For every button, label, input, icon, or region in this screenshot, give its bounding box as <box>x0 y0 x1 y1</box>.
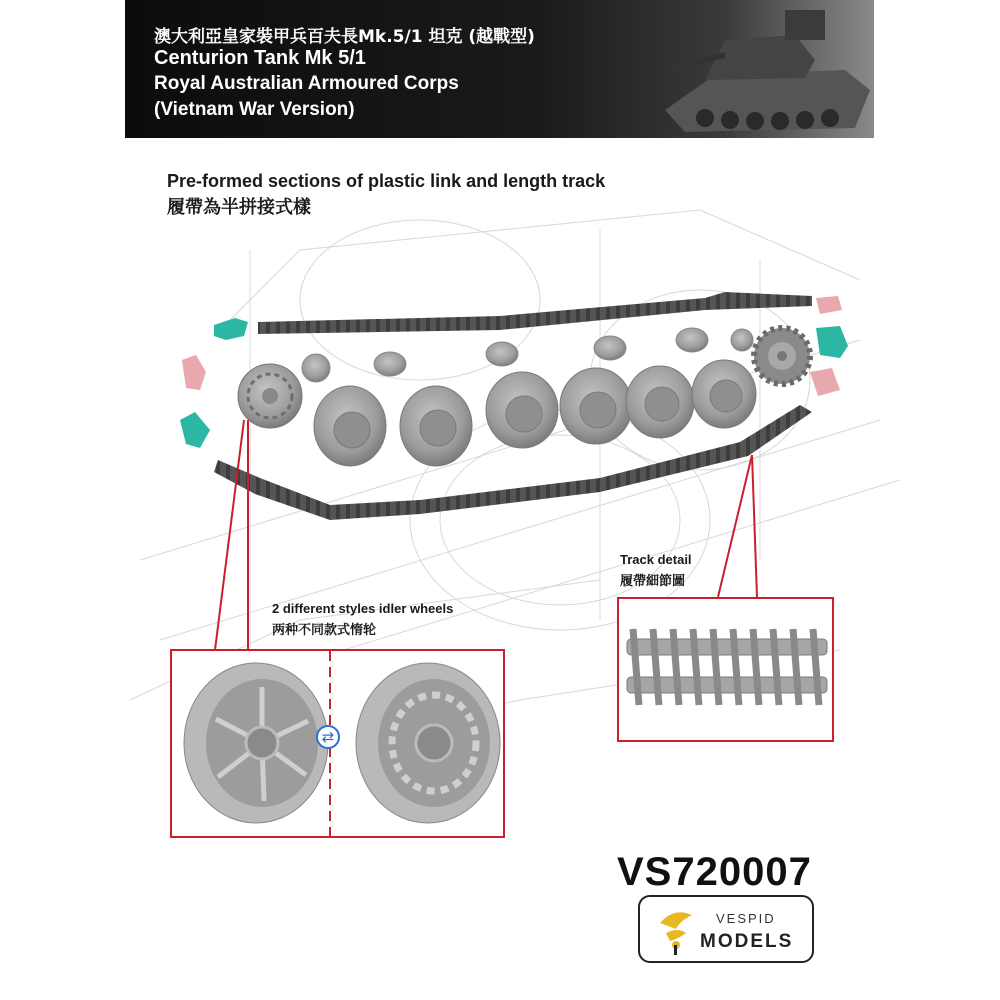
wasp-icon <box>652 905 702 957</box>
idler-style-b <box>356 663 500 823</box>
caption-chinese: 履帶為半拼接式樣 <box>167 197 311 218</box>
idler-callout-english: 2 different styles idler wheels <box>272 601 454 616</box>
swap-icon: ⇄ <box>316 725 340 749</box>
track-callout-english: Track detail <box>620 552 692 567</box>
brand-logo <box>638 895 814 963</box>
idler-detail-box <box>170 649 505 838</box>
track-callout-chinese: 履帶細節圖 <box>620 574 686 589</box>
idler-wheel <box>238 364 302 428</box>
idler-style-a <box>184 663 328 823</box>
upper-track-run <box>258 292 812 334</box>
drive-sprocket <box>754 328 810 384</box>
subtitle-corps: Royal Australian Armoured Corps <box>154 73 459 94</box>
track-detail-image <box>619 599 832 740</box>
caption-english: Pre-formed sections of plastic link and length track <box>167 171 606 191</box>
brand-name-bottom: MODELS <box>700 931 794 952</box>
track-detail-box <box>617 597 834 742</box>
title-english: Centurion Tank Mk 5/1 <box>154 47 366 69</box>
product-code: VS720007 <box>617 850 812 894</box>
idler-callout-chinese: 两种不同款式惰轮 <box>272 623 377 638</box>
subtitle-version: (Vietnam War Version) <box>154 99 355 120</box>
road-wheels <box>314 360 756 466</box>
brand-name-top: VESPID <box>716 911 776 926</box>
title-chinese: 澳大利亞皇家裝甲兵百夫長Mk.5/1 坦克 (越戰型) <box>154 27 535 47</box>
